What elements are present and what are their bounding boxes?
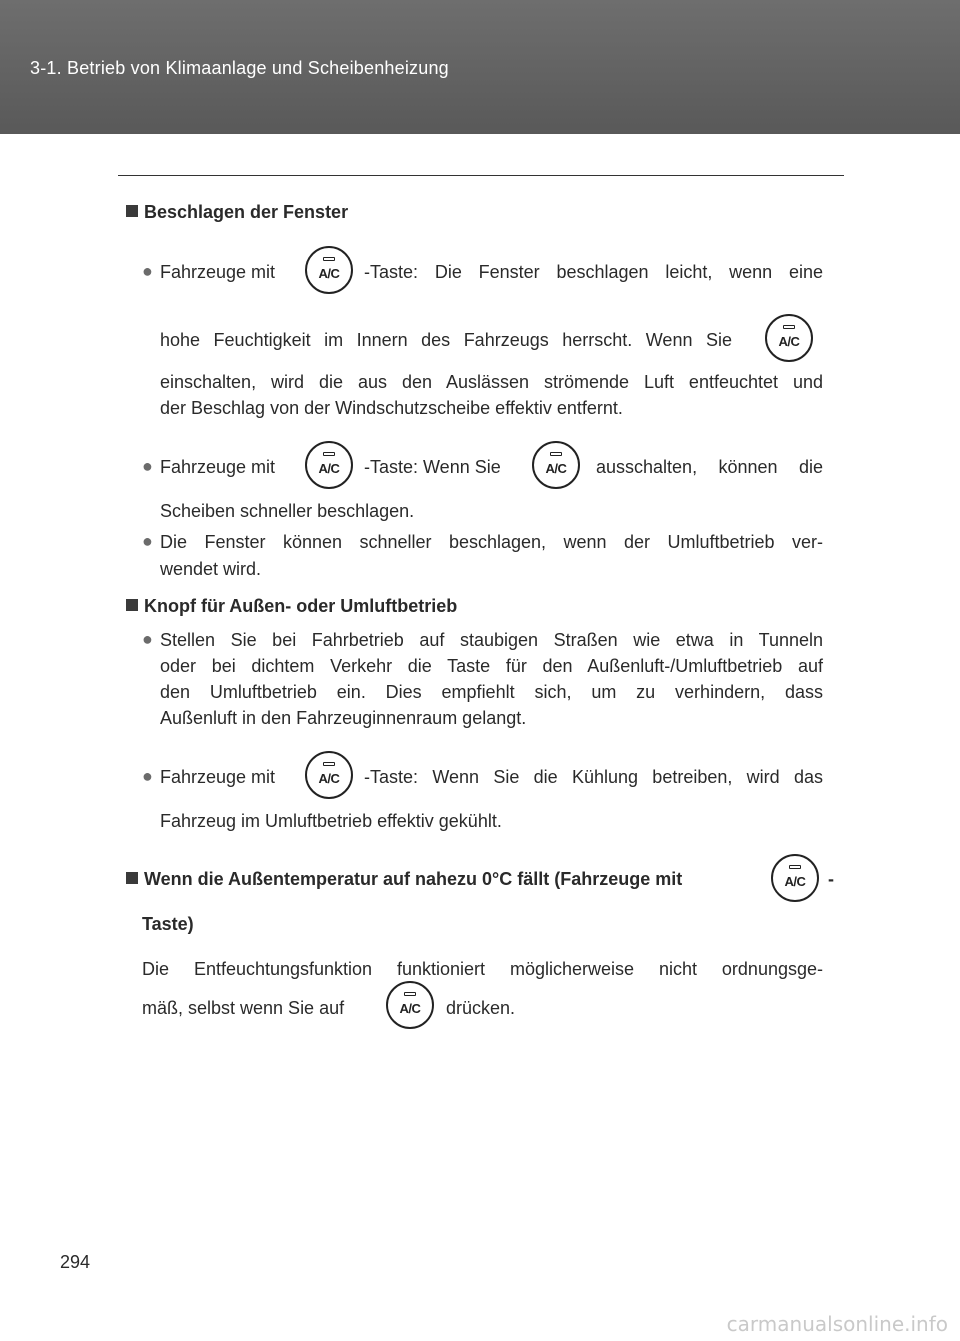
- text-line: ausschalten, können die: [596, 457, 823, 477]
- watermark: carmanualsonline.info: [726, 1312, 948, 1336]
- text-line: der Beschlag von der Windschutzscheibe effektiv entfernt.: [160, 398, 623, 418]
- text-line: -Taste: Wenn Sie die Kühlung betreiben, wird das: [364, 767, 823, 787]
- text-line: Scheiben schneller beschlagen.: [160, 501, 415, 521]
- heading-continuation: Taste): [142, 914, 194, 934]
- text-line: Stellen Sie bei Fahrbetrieb auf staubigen Straßen wie etwa in Tunneln: [160, 630, 823, 650]
- ac-button-icon: A/C: [771, 854, 819, 902]
- square-bullet-icon: [126, 599, 138, 611]
- ac-button-icon: A/C: [305, 246, 353, 294]
- ac-button-icon: A/C: [386, 981, 434, 1029]
- text-line: Fahrzeug im Umluftbetrieb effektiv gekühlt.: [160, 811, 502, 831]
- text-line: Außenluft in den Fahrzeuginnenraum gelangt.: [160, 708, 527, 728]
- ac-button-icon: A/C: [532, 441, 580, 489]
- ac-button-icon: A/C: [305, 441, 353, 489]
- square-bullet-icon: [126, 872, 138, 884]
- text-line: wendet wird.: [160, 559, 262, 579]
- section-divider: [118, 175, 844, 176]
- circle-bullet-icon: ●: [142, 261, 153, 281]
- page-number: 294: [60, 1252, 91, 1272]
- ac-button-icon: A/C: [765, 314, 813, 362]
- circle-bullet-icon: ●: [142, 456, 153, 476]
- text-line: einschalten, wird die aus den Auslässen strömende Luft entfeuchtet und: [160, 372, 823, 392]
- text-line: drücken.: [446, 998, 516, 1018]
- chapter-header: [0, 0, 960, 134]
- circle-bullet-icon: ●: [142, 766, 153, 786]
- text-line: Fahrzeuge mit: [160, 767, 276, 787]
- square-bullet-icon: [126, 205, 138, 217]
- section-heading-low-temperature: Wenn die Außentemperatur auf nahezu 0°C fällt (Fahrzeuge mit: [126, 869, 682, 890]
- text-line: Die Fenster können schneller beschlagen, wenn der Umluftbetrieb ver-: [160, 532, 823, 552]
- text-line: hohe Feuchtigkeit im Innern des Fahrzeugs herrscht. Wenn Sie: [160, 330, 732, 350]
- section-heading-fogging: Beschlagen der Fenster: [126, 202, 348, 223]
- heading-hyphen: -: [828, 869, 834, 889]
- ac-button-icon: A/C: [305, 751, 353, 799]
- text-line: Die Entfeuchtungsfunktion funktioniert möglicherweise nicht ordnungsge-: [142, 959, 823, 979]
- text-line: -Taste: Die Fenster beschlagen leicht, wenn eine: [364, 262, 823, 282]
- text-line: mäß, selbst wenn Sie auf: [142, 998, 345, 1018]
- text-line: -Taste: Wenn Sie: [364, 457, 501, 477]
- chapter-title: 3-1. Betrieb von Klimaanlage und Scheibenheizung: [30, 58, 449, 78]
- text-line: Fahrzeuge mit: [160, 457, 276, 477]
- circle-bullet-icon: ●: [142, 629, 153, 649]
- text-line: den Umluftbetrieb ein. Dies empfiehlt sich, um zu verhindern, dass: [160, 682, 823, 702]
- text-line: oder bei dichtem Verkehr die Taste für den Außenluft-/Umluftbetrieb auf: [160, 656, 823, 676]
- circle-bullet-icon: ●: [142, 531, 153, 551]
- section-heading-recirculation: Knopf für Außen- oder Umluftbetrieb: [126, 596, 457, 617]
- text-line: Fahrzeuge mit: [160, 262, 276, 282]
